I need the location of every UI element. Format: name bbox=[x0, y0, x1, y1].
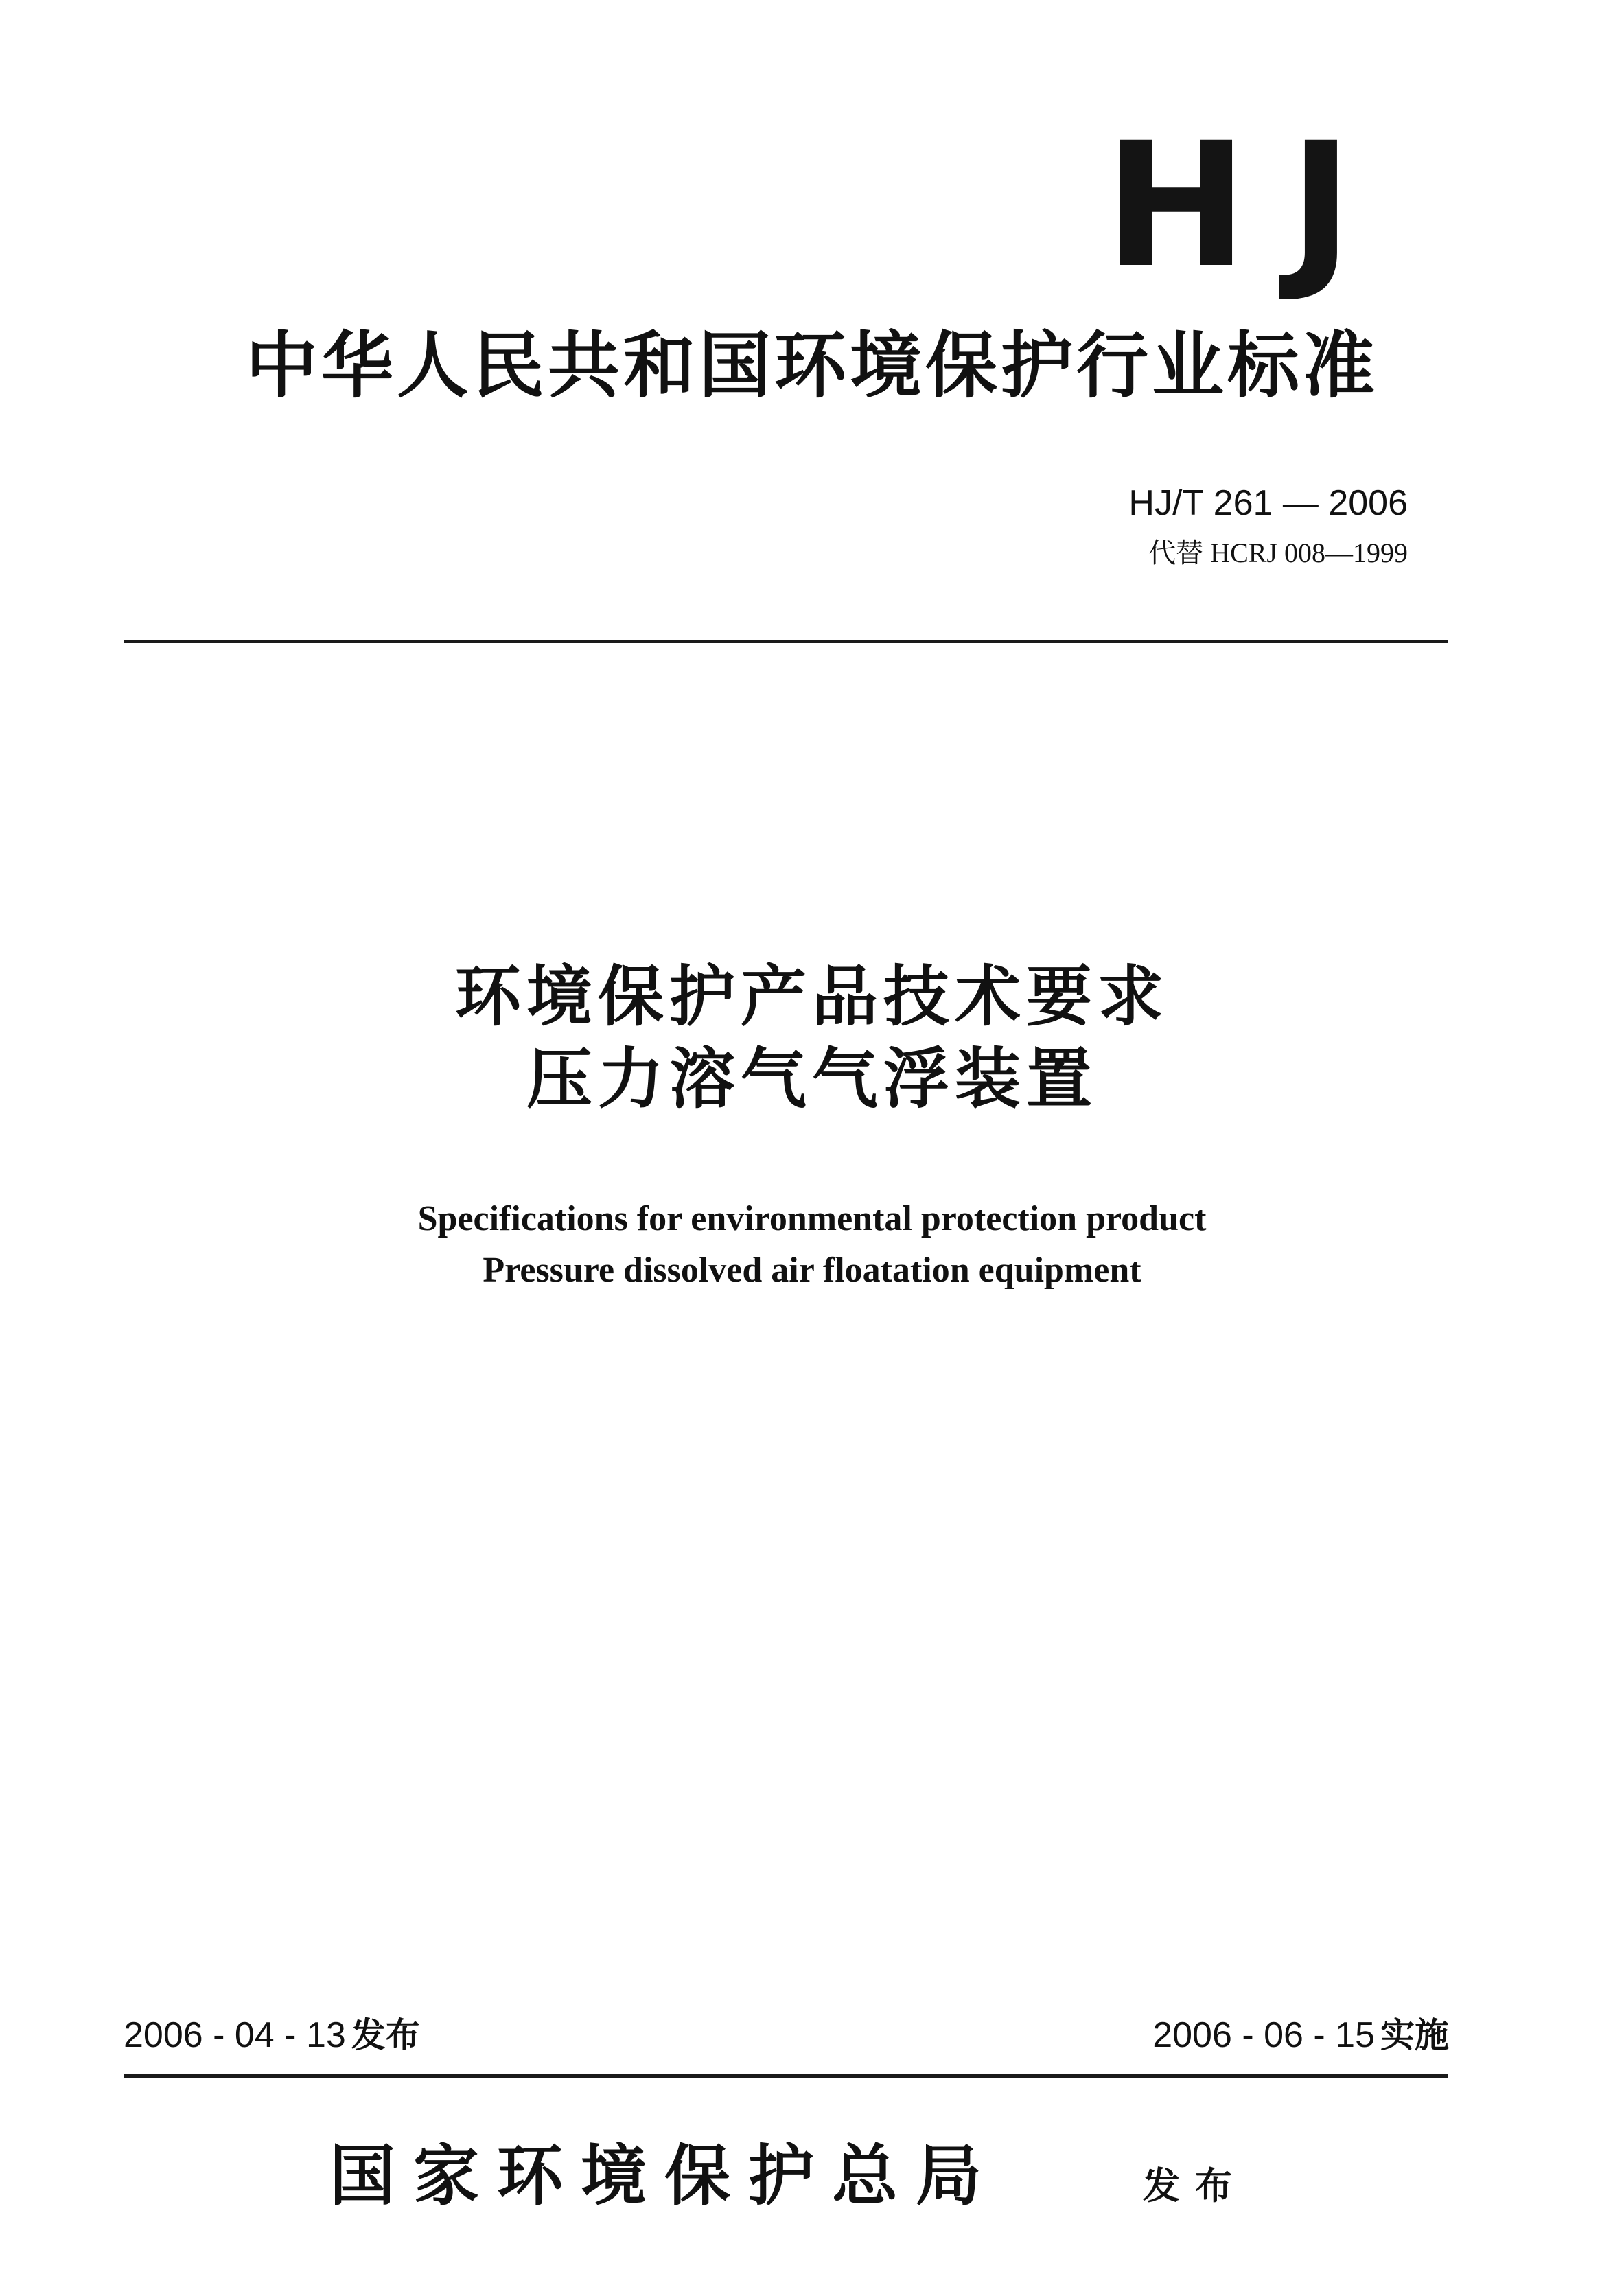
bottom-divider bbox=[124, 2074, 1448, 2078]
national-standard-title: 中华人民共和国环境保护行业标准 bbox=[245, 324, 1378, 408]
standard-number: HJ/T 261 — 2006 bbox=[1128, 483, 1408, 523]
top-divider bbox=[124, 640, 1448, 643]
hj-logo: HJ bbox=[1104, 106, 1394, 305]
implementation-date-value: 2006 - 06 - 15 bbox=[1152, 2015, 1375, 2055]
chinese-title-line-2: 压力溶气气浮装置 bbox=[526, 1041, 1098, 1117]
issue-date-value: 2006 - 04 - 13 bbox=[124, 2015, 346, 2055]
chinese-title-line-1: 环境保护产品技术要求 bbox=[455, 958, 1169, 1035]
issue-label: 发布 bbox=[351, 2015, 420, 2055]
replaces-standard: 代替 HCRJ 008—1999 bbox=[1148, 537, 1408, 568]
english-title-line-1: Specifications for environmental protection product bbox=[417, 1199, 1207, 1238]
implementation-date bbox=[1152, 2011, 1449, 2059]
issue-date bbox=[124, 2011, 420, 2059]
issuing-authority: 国家环境保护总局 bbox=[329, 2137, 999, 2214]
implementation-label: 实施 bbox=[1380, 2015, 1449, 2055]
english-title-line-2: Pressure dissolved air floatation equipment bbox=[483, 1251, 1141, 1290]
issued-label: 发布 bbox=[1143, 2164, 1247, 2207]
